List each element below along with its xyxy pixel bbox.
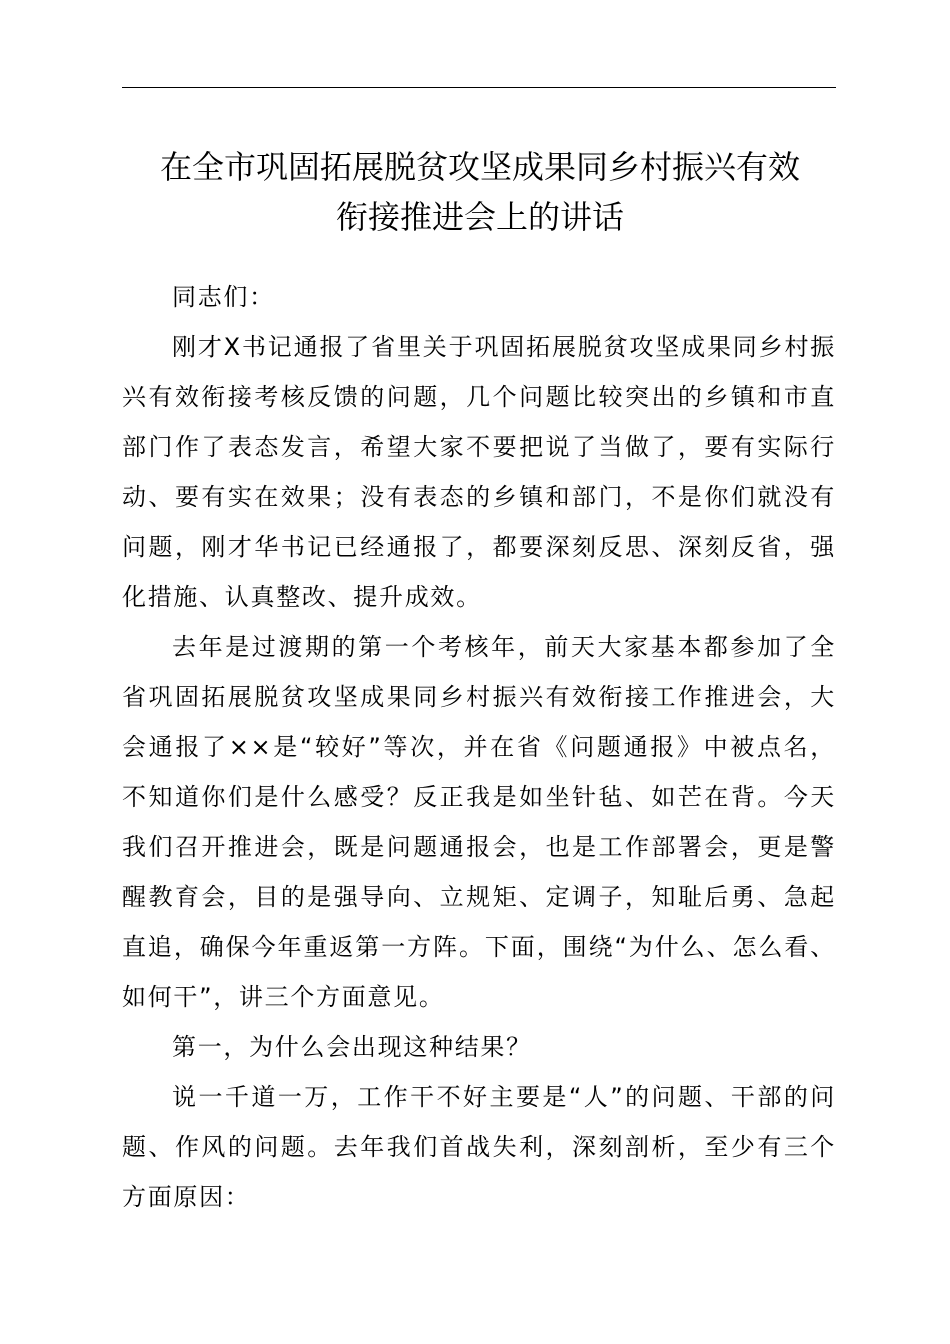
- header-rule: [122, 87, 836, 88]
- title-line-1: 在全市巩固拓展脱贫攻坚成果同乡村振兴有效: [159, 148, 800, 186]
- salutation: 同志们：: [172, 283, 275, 311]
- paragraph-1: 刚才X书记通报了省里关于巩固拓展脱贫攻坚成果同乡村振兴有效衔接考核反馈的问题，几个问题比较突出的乡镇和市直部门作了表态发言，希望大家不要把说了当做了，要有实际行动、要有实在效果；没有表态的乡镇和部门，不是你们就没有问题，刚才华书记已经通报了，都要深刻反思、深刻反省，强化措施、认真整改、提升成效。: [122, 333, 836, 611]
- document-title: [110, 142, 850, 242]
- speech-body: [122, 272, 836, 1222]
- section-heading-1: 第一，为什么会出现这种结果？: [172, 1033, 532, 1061]
- paragraph-3: 说一千道一万，工作干不好主要是“人”的问题、干部的问题、作风的问题。去年我们首战失利，深刻剖析，至少有三个方面原因：: [122, 1083, 836, 1211]
- paragraph-2: 去年是过渡期的第一个考核年，前天大家基本都参加了全省巩固拓展脱贫攻坚成果同乡村振兴有效衔接工作推进会，大会通报了××是“较好”等次，并在省《问题通报》中被点名，不知道你们是什么感受？反正我是如坐针毡、如芒在背。今天我们召开推进会，既是问题通报会，也是工作部署会，更是警醒教育会，目的是强导向、立规矩、定调子，知耻后勇、急起直追，确保今年重返第一方阵。下面，围绕“为什么、怎么看、如何干”，讲三个方面意见。: [122, 633, 836, 1011]
- title-line-2: 衔接推进会上的讲话: [335, 198, 624, 236]
